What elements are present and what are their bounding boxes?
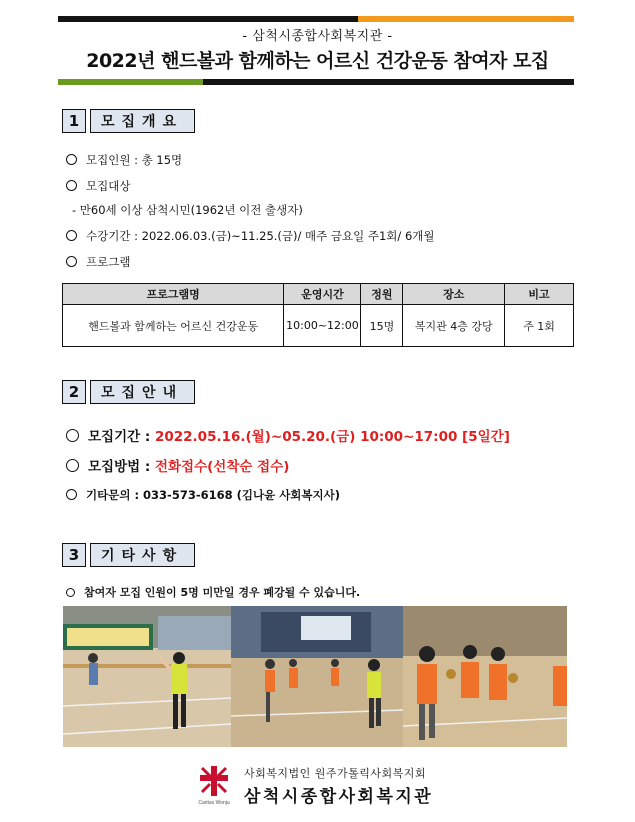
- photo-gym-exercise-2: [231, 606, 403, 747]
- table-row: [63, 305, 574, 347]
- recruit-period: 모집기간 : 2022.05.16.(월)~05.20.(금) 10:00~17:00 [5일간]: [66, 425, 510, 445]
- footer-org-parent: 사회복지법인 원주가톨릭사회복지회: [244, 767, 427, 780]
- contact-info: 기타문의 : 033-573-6168 (김나윤 사회복지사): [66, 487, 340, 503]
- section-3-label: 기타사항: [90, 543, 195, 567]
- photo-gym-exercise-3: [403, 606, 567, 747]
- section-2-heading: [62, 380, 195, 404]
- section-2-number: 2: [62, 380, 86, 404]
- circle-bullet-icon: [66, 429, 79, 442]
- title-rule-dark: [203, 79, 574, 85]
- program-label: 프로그램: [66, 254, 130, 270]
- section-1-label: 모집개요: [90, 109, 195, 133]
- table-cell: 복지관 4층 강당: [403, 305, 505, 347]
- section-3-number: 3: [62, 543, 86, 567]
- org-subtitle: - 삼척시종합사회복지관 -: [242, 29, 393, 44]
- recruit-count: 모집인원 : 총 15명: [66, 152, 182, 168]
- title-rule-green: [58, 79, 203, 85]
- recruit-method-value: 전화접수(선착순 접수): [154, 459, 290, 475]
- table-cell: 핸드볼과 함께하는 어르신 건강운동: [63, 305, 284, 347]
- section-1-heading: [62, 109, 195, 133]
- circle-bullet-icon: [66, 230, 77, 241]
- table-cell: 15명: [361, 305, 403, 347]
- table-header: 비고: [505, 284, 574, 305]
- recruit-target: 모집대상: [66, 178, 130, 194]
- table-header: 정원: [361, 284, 403, 305]
- footer-org-name: 삼척시종합사회복지관: [244, 787, 434, 807]
- circle-bullet-icon: [66, 180, 77, 191]
- circle-bullet-icon: [66, 588, 75, 597]
- recruit-target-detail: - 만60세 이상 삼척시민(1962년 이전 출생자): [72, 203, 303, 217]
- recruit-method: 모집방법 : 전화접수(선착순 접수): [66, 455, 289, 475]
- circle-bullet-icon: [66, 154, 77, 165]
- table-header: 운영시간: [284, 284, 361, 305]
- table-header: 장소: [403, 284, 505, 305]
- top-rule-orange: [358, 16, 574, 22]
- table-header: 프로그램명: [63, 284, 284, 305]
- closure-note: 참여자 모집 인원이 5명 미만일 경우 폐강될 수 있습니다.: [66, 584, 360, 600]
- caritas-logo-icon: [196, 764, 232, 806]
- svg-text:Caritas Wonju: Caritas Wonju: [198, 800, 230, 806]
- table-cell: 10:00~12:00: [284, 305, 361, 347]
- table-header-row: [63, 284, 574, 305]
- recruit-period-value: 2022.05.16.(월)~05.20.(금) 10:00~17:00 [5일간]: [154, 429, 510, 445]
- section-2-label: 모집안내: [90, 380, 195, 404]
- circle-bullet-icon: [66, 489, 77, 500]
- section-3-heading: [62, 543, 195, 567]
- course-period: 수강기간 : 2022.06.03.(금)~11.25.(금)/ 매주 금요일 주1회/ 6개월: [66, 228, 434, 244]
- photo-strip: [63, 606, 567, 747]
- page-title: 2022년 핸드볼과 함께하는 어르신 건강운동 참여자 모집: [86, 50, 549, 72]
- program-table: [62, 283, 574, 347]
- top-rule-dark: [58, 16, 358, 22]
- photo-gym-exercise-1: [63, 606, 231, 747]
- table-cell: 주 1회: [505, 305, 574, 347]
- section-1-number: 1: [62, 109, 86, 133]
- circle-bullet-icon: [66, 459, 79, 472]
- circle-bullet-icon: [66, 256, 77, 267]
